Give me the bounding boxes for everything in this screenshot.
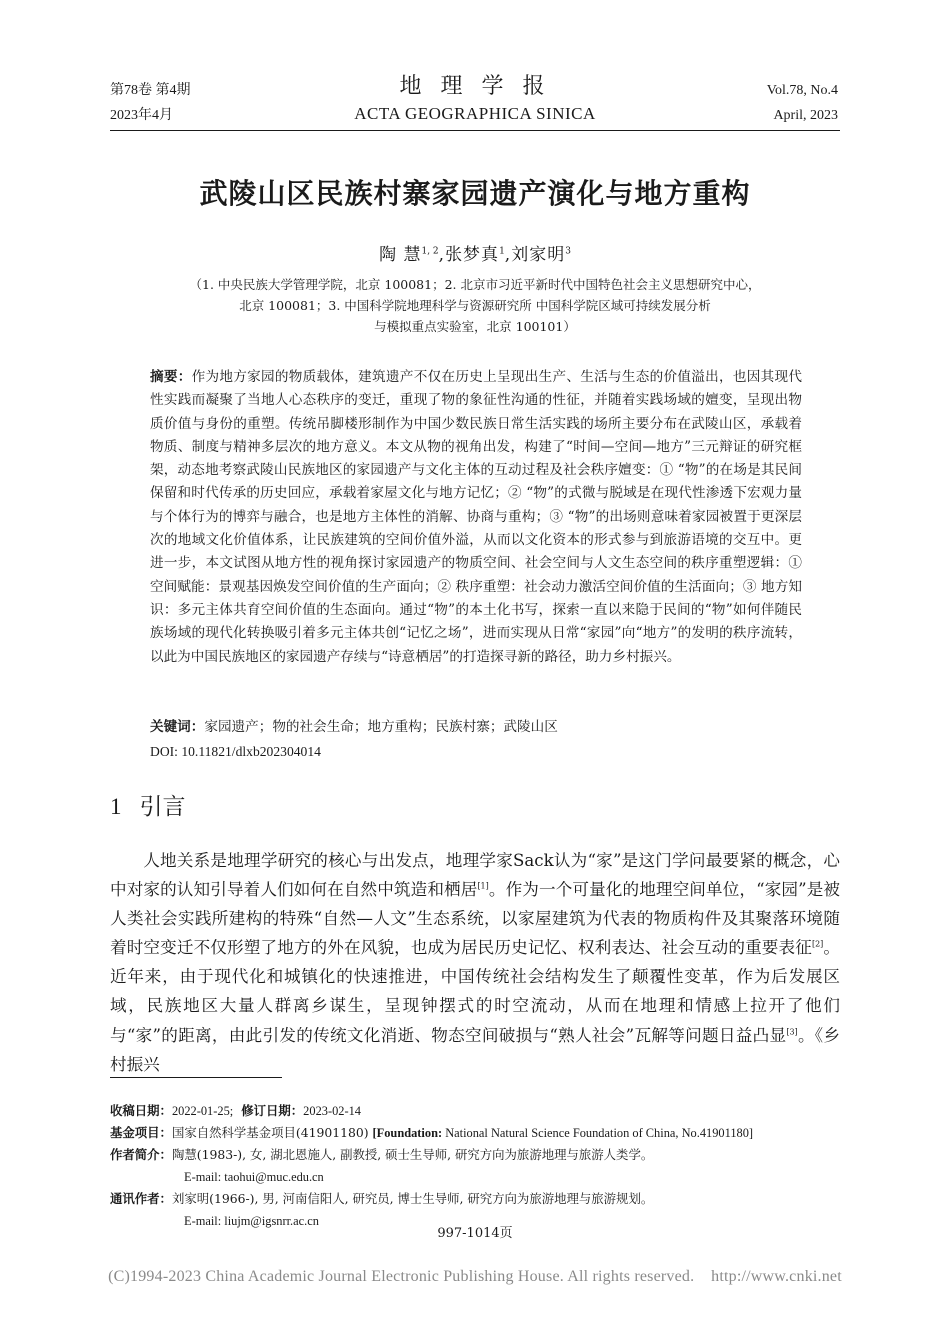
page-range: 997-1014页 xyxy=(437,1226,513,1241)
fund-text xyxy=(172,1122,753,1144)
copyright-notice: (C)1994-2023 China Academic Journal Electronic Publishing House. All rights reserved. http://www.cnki.net xyxy=(108,1268,842,1285)
author-list xyxy=(0,240,950,265)
volume-issue-cn: 第78卷 第4期 xyxy=(110,83,191,98)
author-bio-label: 作者简介： xyxy=(110,1147,172,1162)
keywords-label: 关键词： xyxy=(150,719,205,735)
author-email[interactable]: E-mail: taohui@muc.edu.cn xyxy=(184,1170,324,1184)
author-name: 陶 慧 xyxy=(379,245,422,265)
footnote-dates xyxy=(110,1100,845,1122)
corresponding-email[interactable]: E-mail: liujm@igsnrr.ac.cn xyxy=(184,1214,319,1228)
body-text-segment: 。近年来，由于现代化和城镇化的快速推进，中国传统社会结构发生了颠覆性变革，作为后发展区域，民族地区大量人群离乡谋生，呈现钟摆式的时空流动，从而在地理和情感上拉开了他们与“家”的距离，由此引发的传统文化消逝、物态空间破损与“熟人社会”瓦解等问题日益凸显 xyxy=(110,938,841,1045)
citation-ref[interactable]: [3] xyxy=(786,1027,798,1037)
date-cn: 2023年4月 xyxy=(110,108,173,123)
fund-en-label: [Foundation: xyxy=(372,1126,443,1140)
author-separator: , xyxy=(438,245,446,265)
journal-header-left xyxy=(110,78,191,128)
abstract-text: 作为地方家园的物质载体，建筑遗产不仅在历史上呈现出生产、生活与生态的价值溢出，也因其现代性实践而凝聚了当地人心态秩序的变迁，重现了物的象征性沟通的性征，并随着实践场域的嬗变，呈现出物质价值与身份的重塑。传统吊脚楼形制作为中国少数民族日常生活实践的场所主要分布在武陵山区，承载着物质、制度与精神多层次的地方意义。本文从物的视角出发，构建了“时间—空间—地方”三元辩证的研究框架，动态地考察武陵山民族地区的家园遗产与文化主体的互动过程及社会秩序嬗变：① “物”的在场是其民间保留和时代传承的历史回应，承载着家屋文化与地方记忆；② “物”的式微与脱域是在现代性渗透下宏观力量与个体行为的博弈与融合，也是地方主体性的消解、协商与重构；③ “物”的出场则意味着家园被置于更深层次的地域文化价值体系，让民族建筑的空间价值外溢，从而以文化资本的形式参与到旅游语境的交互中。更进一步，本文试图从地方性的视角探讨家园遗产的物质空间、社会空间与人文生态空间的秩序重塑逻辑：① 空间赋能：景观基因焕发空间价值的生产面向；② 秩序重塑：社会动力激活空间价值的生活面向；③ 地方知识：多元主体共育空间价值的生态面向。通过“物”的本土化书写，探索一直以来隐于民间的“物”如何伴随民族场域的现代化转换吸引着多元主体共创“记忆之场”，进而实现从日常“家园”向“地方”的发明的秩序流转，以此为中国民族地区的家园遗产存续与“诗意栖居”的打造探寻新的路径，助力乡村振兴。 xyxy=(150,369,803,665)
received-date: 2022-01-25; xyxy=(171,1104,234,1118)
body-text-segment: 人地关系是地理学研究的核心与出发点，地理学家Sack认为“家”是这门学问最要紧的概念，心中对家的认知引导着人们如何在自然中筑造和栖居 xyxy=(110,851,840,900)
section-heading xyxy=(110,788,186,821)
abstract xyxy=(150,366,802,669)
author-name: 张梦真 xyxy=(445,245,500,265)
abstract-label: 摘要： xyxy=(150,369,192,385)
author-affiliation-mark: 1 xyxy=(499,246,505,257)
author-bio: 陶慧(1983-), 女, 湖北恩施人, 副教授, 硕士生导师, 研究方向为旅游地理与旅游人类学。 xyxy=(171,1147,654,1162)
section-title: 引言 xyxy=(139,794,186,820)
footnote-divider xyxy=(110,1077,282,1078)
header-divider xyxy=(110,130,840,131)
received-label: 收稿日期： xyxy=(110,1103,172,1118)
journal-header-center xyxy=(300,72,650,126)
revised-label: 修订日期： xyxy=(241,1103,304,1118)
fund-cn: 国家自然科学基金项目(41901180) xyxy=(171,1125,373,1140)
keywords-text: 家园遗产；物的社会生命；地方重构；民族村寨；武陵山区 xyxy=(204,719,558,735)
author-affiliation-mark: 3 xyxy=(565,246,571,257)
affiliation-line: （1. 中央民族大学管理学院，北京 100081；2. 北京市习近平新时代中国特色社会主义思想研究中心， xyxy=(189,277,761,292)
footnote-corresponding xyxy=(110,1188,845,1210)
body-text-segment: 。《乡村振兴 xyxy=(110,1025,840,1074)
paper-title: 武陵山区民族村寨家园遗产演化与地方重构 xyxy=(199,177,751,210)
section-number: 1 xyxy=(110,794,122,819)
citation-ref[interactable]: [2] xyxy=(811,939,824,949)
footnotes xyxy=(110,1100,845,1232)
author-separator: , xyxy=(504,245,512,265)
date-en: April, 2023 xyxy=(773,108,838,123)
footnote-author xyxy=(110,1144,845,1166)
body-text-segment: 。作为一个可量化的地理空间单位，“家园”是被人类社会实践所建构的特殊“自然—人文”生态系统，以家屋建筑为代表的物质构件及其聚落环境随着时空变迁不仅形塑了地方的外在风貌，也成为居民历史记忆、权利表达、社会互动的重要表征 xyxy=(110,880,840,958)
journal-name-cn: 地 理 学 报 xyxy=(399,74,551,99)
citation-ref[interactable]: [1] xyxy=(477,881,489,891)
footnote-funding xyxy=(110,1122,845,1144)
journal-header-right xyxy=(767,78,838,128)
volume-issue-en: Vol.78, No.4 xyxy=(766,83,838,98)
corresponding-label: 通讯作者： xyxy=(110,1191,172,1206)
fund-label: 基金项目： xyxy=(110,1125,172,1140)
doi: DOI: 10.11821/dlxb202304014 xyxy=(150,744,321,759)
affiliations xyxy=(110,274,840,337)
keywords xyxy=(150,716,802,739)
journal-name-en: ACTA GEOGRAPHICA SINICA xyxy=(354,104,596,123)
author-affiliation-mark: 1, 2 xyxy=(421,246,439,257)
revised-date: 2023-02-14 xyxy=(303,1104,361,1118)
fund-en: National Natural Science Foundation of China, No.41901180] xyxy=(442,1126,754,1140)
corresponding-bio: 刘家明(1966-), 男, 河南信阳人, 研究员, 博士生导师, 研究方向为旅游地理与旅游规划。 xyxy=(171,1191,654,1206)
body-paragraph xyxy=(110,846,840,1079)
affiliation-line: 与模拟重点实验室，北京 100101） xyxy=(374,319,576,334)
affiliation-line: 北京 100081；3. 中国科学院地理科学与资源研究所 中国科学院区域可持续发展分析 xyxy=(239,298,711,313)
author-name: 刘家明 xyxy=(511,245,566,265)
